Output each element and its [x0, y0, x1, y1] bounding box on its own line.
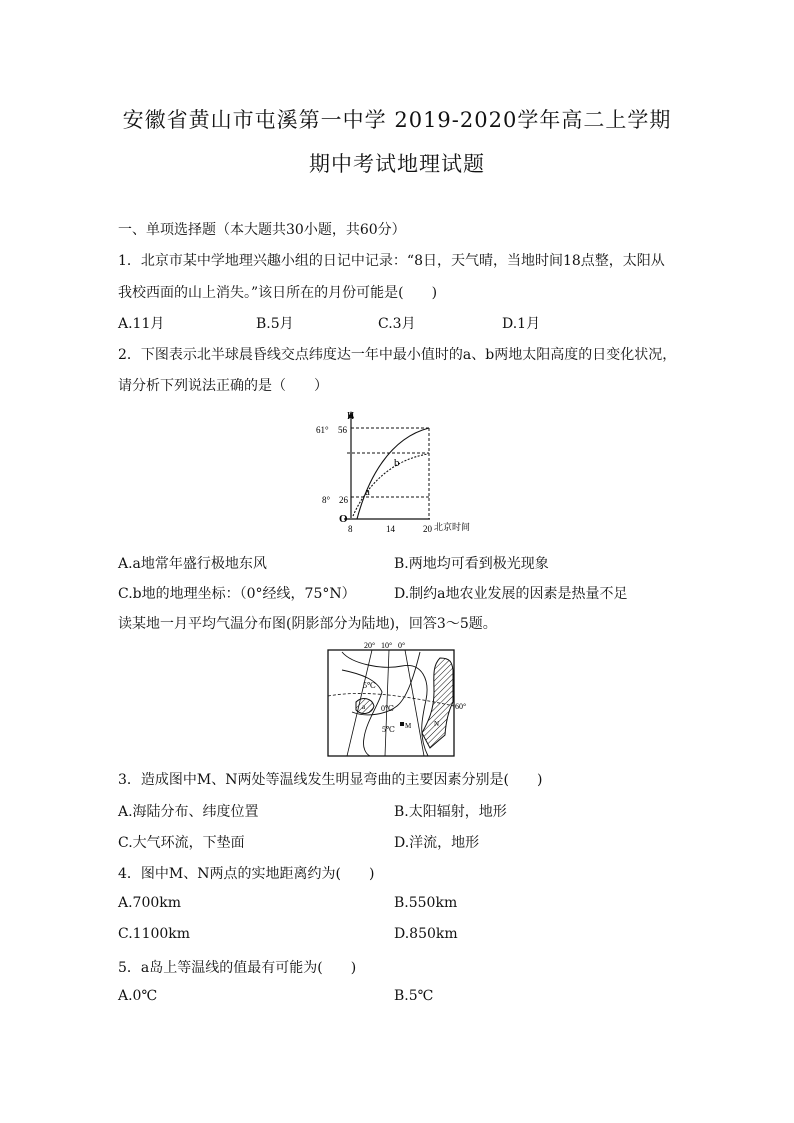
map-point-a: a: [362, 703, 366, 711]
q2-stem-line2: 请分析下列说法正确的是（ ）: [118, 378, 328, 394]
january-temperature-map: [322, 640, 472, 760]
map-top-label-0: 0°: [398, 641, 406, 650]
q3-option-a: A.海陆分布、纬度位置: [118, 804, 259, 820]
map-top-label-20: 20°: [364, 641, 376, 650]
q4-stem: 4．图中M、N两点的实地距离约为( ): [118, 866, 375, 882]
q2-option-a: A.a地常年盛行极地东风: [118, 556, 267, 572]
map-temp-label-1: 5℃: [363, 681, 376, 690]
q5-option-a: A.0℃: [118, 988, 158, 1004]
q4-option-b: B.550km: [394, 895, 458, 911]
map-temp-label-2: 0℃: [381, 704, 394, 713]
q4-option-d: D.850km: [394, 926, 458, 942]
q5-stem: 5．a岛上等温线的值最有可能为( ): [118, 960, 357, 976]
q4-option-a: A.700km: [118, 895, 182, 911]
solar-altitude-figure: [310, 408, 490, 536]
q2-option-b: B.两地均可看到极光现象: [394, 556, 549, 572]
y-axis-label: H: [347, 411, 355, 422]
map-lat-label-60: 60°: [455, 702, 467, 711]
q3-stem: 3．造成图中M、N两处等温线发生明显弯曲的主要因素分别是( ): [118, 772, 543, 788]
q1-stem-line1: 1．北京市某中学地理兴趣小组的日记中记录：“8日，天气晴，当地时间18点整，太阳从: [118, 253, 665, 269]
x-tick-20: 20: [423, 524, 432, 534]
q2-option-c: C.b地的地理坐标：（0°经线，75°N）: [118, 586, 356, 602]
q2-stem-line1: 2．下图表示北半球晨昏线交点纬度达一年中最小值时的a、b两地太阳高度的日变化状况，: [118, 347, 677, 363]
q1-stem-line2: 我校西面的山上消失。”该日所在的月份可能是( ): [118, 285, 438, 301]
exam-title-line2: 期中考试地理试题: [309, 152, 485, 176]
q2-option-d: D.制约a地农业发展的因素是热量不足: [394, 586, 628, 602]
map-point-m: M: [405, 722, 412, 730]
y-tick-26: 26: [339, 495, 348, 505]
q4-option-c: C.1100km: [118, 926, 191, 942]
q1-option-a: A.11月: [118, 316, 165, 332]
x-tick-8: 8: [348, 524, 353, 534]
x-axis-label: 北京时间: [434, 522, 471, 532]
curve-a-label: a: [365, 486, 370, 498]
exam-title-line1: 安徽省黄山市屯溪第一中学 2019-2020学年高二上学期: [122, 108, 672, 132]
x-tick-14: 14: [386, 524, 395, 534]
q1-option-b: B.5月: [256, 316, 294, 332]
y-tick-56: 56: [338, 425, 347, 435]
q3-option-c: C.大气环流，下垫面: [118, 835, 245, 851]
curve-b-label: b: [394, 457, 400, 469]
section-heading: 一、单项选择题（本大题共30小题，共60分）: [118, 222, 406, 238]
q3-option-b: B.太阳辐射，地形: [394, 804, 507, 820]
origin-label: O: [339, 513, 348, 525]
map-top-label-10: 10°: [381, 641, 393, 650]
map-temp-label-3: 5℃: [382, 725, 395, 734]
map-point-n: N: [434, 720, 440, 728]
q5-option-b: B.5℃: [394, 988, 434, 1004]
y-tick-8: 8°: [322, 495, 331, 505]
q1-option-c: C.3月: [378, 316, 416, 332]
q3-5-intro: 读某地一月平均气温分布图(阴影部分为陆地)，回答3～5题。: [118, 616, 497, 632]
q3-option-d: D.洋流，地形: [394, 835, 480, 851]
y-tick-61: 61°: [316, 425, 329, 435]
q1-option-d: D.1月: [502, 316, 541, 332]
